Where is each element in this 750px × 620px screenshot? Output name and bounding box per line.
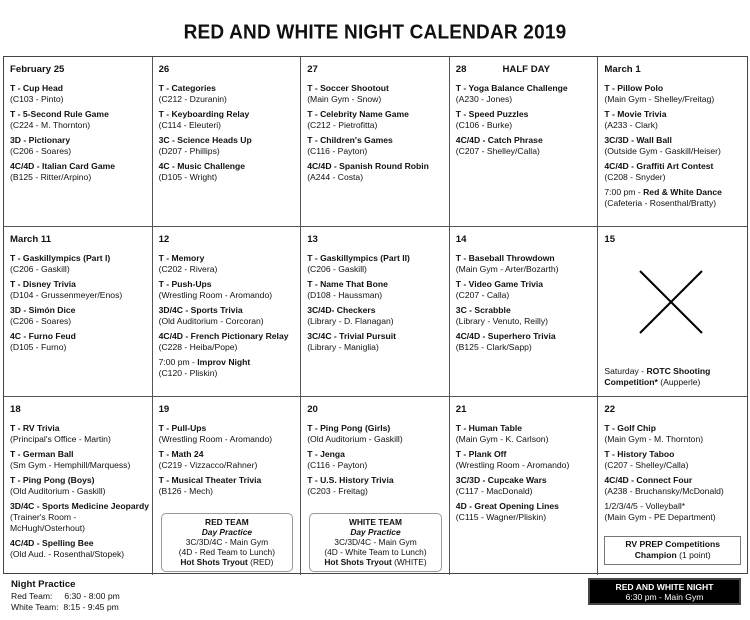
event-location: (B125 - Clark/Sapp) bbox=[455, 342, 532, 352]
event-name: T - Disney Trivia bbox=[10, 279, 76, 289]
event-location: (Old Auditorium - Gaskill) bbox=[10, 486, 106, 496]
night-practice-white: White Team: 8:15 - 9:45 pm bbox=[11, 602, 119, 612]
event-item bbox=[456, 501, 598, 523]
event-location: (Wrestling Room - Aromando) bbox=[455, 460, 570, 470]
event-name: T - Name That Bone bbox=[307, 279, 388, 289]
event-location: (A238 - Bruchansky/McDonald) bbox=[604, 486, 724, 496]
event-name: T - RV Trivia bbox=[10, 423, 60, 433]
event-location: (C203 - Freitag) bbox=[307, 486, 368, 496]
event-name: T - Cup Head bbox=[10, 83, 63, 93]
calendar-day-cell bbox=[301, 397, 450, 575]
event-name: T - Memory bbox=[158, 253, 205, 263]
event-item bbox=[604, 83, 747, 105]
hot-shots-label: Hot Shots Tryout bbox=[180, 557, 248, 567]
event-item bbox=[10, 475, 152, 497]
event-name: T - Ping Pong (Boys) bbox=[10, 475, 95, 485]
event-name: 3C - Scrabble bbox=[455, 305, 511, 315]
event-name: 4C/4D - Superhero Trivia bbox=[455, 331, 556, 341]
event-location: (C206 - Soares) bbox=[10, 146, 72, 156]
event-location: (C212 - Pietrofitta) bbox=[307, 120, 378, 130]
day-date-label: 21 bbox=[455, 404, 467, 415]
event-item bbox=[456, 253, 598, 275]
event-name: T - German Ball bbox=[10, 449, 74, 459]
event-location: (Wrestling Room - Aromando) bbox=[158, 434, 273, 444]
event-location: (D105 - Wright) bbox=[158, 172, 218, 182]
event-name: T - Plank Off bbox=[455, 449, 507, 459]
event-item bbox=[159, 279, 301, 301]
event-location: (C120 - Pliskin) bbox=[158, 368, 218, 378]
event-name: T - Yoga Balance Challenge bbox=[455, 83, 568, 93]
event-item bbox=[10, 331, 152, 353]
calendar-day-cell bbox=[450, 397, 599, 575]
event-name: T - Categories bbox=[158, 83, 216, 93]
day-date bbox=[456, 404, 598, 415]
event-item bbox=[604, 161, 747, 183]
event-location: (Main Gym - K. Carlson) bbox=[455, 434, 549, 444]
event-name: 4C/4D - Catch Phrase bbox=[455, 135, 543, 145]
rv-champion-points: (1 point) bbox=[676, 550, 711, 560]
day-date bbox=[307, 404, 449, 415]
event-item bbox=[307, 253, 449, 275]
event-location: (Sm Gym - Hemphill/Marquess) bbox=[10, 460, 131, 470]
event-item bbox=[456, 109, 598, 131]
event-name: Red & White Dance bbox=[643, 187, 722, 197]
event-item bbox=[307, 109, 449, 131]
event-location: (C228 - Heiba/Pope) bbox=[158, 342, 238, 352]
event-item bbox=[456, 475, 598, 497]
calendar-day-cell bbox=[4, 57, 153, 227]
event-location: (Library - Maniglia) bbox=[307, 342, 379, 352]
event-location: (C206 - Gaskill) bbox=[307, 264, 367, 274]
event-item bbox=[456, 423, 598, 445]
event-location: (C116 - Payton) bbox=[307, 146, 368, 156]
event-name: 3D/4C - Sports Trivia bbox=[158, 305, 243, 315]
event-item bbox=[307, 135, 449, 157]
event-time: 7:00 pm - bbox=[604, 187, 644, 197]
event-item bbox=[159, 475, 301, 497]
event-name: T - Math 24 bbox=[158, 449, 204, 459]
practice-lunch-note: (4D - Red Team to Lunch) bbox=[178, 547, 275, 557]
saturday-name: ROTC Shooting Competition* bbox=[604, 366, 711, 387]
event-item bbox=[10, 253, 152, 275]
event-name: T - Celebrity Name Game bbox=[307, 109, 409, 119]
day-date bbox=[456, 234, 598, 245]
event-location: (Wrestling Room - Aromando) bbox=[158, 290, 273, 300]
day-date-label: 14 bbox=[455, 234, 467, 245]
team-name: RED TEAM bbox=[205, 517, 249, 527]
day-date-label: 13 bbox=[307, 234, 318, 245]
day-date bbox=[307, 64, 449, 75]
rv-champion-label: Champion bbox=[634, 550, 677, 560]
event-location: (Old Auditorium - Gaskill) bbox=[307, 434, 403, 444]
event-name: T - Musical Theater Trivia bbox=[158, 475, 262, 485]
calendar-day-cell bbox=[598, 57, 747, 227]
day-date bbox=[604, 234, 747, 245]
day-date bbox=[159, 64, 301, 75]
day-date bbox=[456, 64, 598, 75]
event-name: 4C/4D - Connect Four bbox=[604, 475, 693, 485]
day-date-label: February 25 bbox=[10, 64, 65, 75]
practice-lunch-note: (4D - White Team to Lunch) bbox=[324, 547, 427, 557]
event-location: (D104 - Grussenmeyer/Enos) bbox=[10, 290, 123, 300]
event-name: 3C - Science Heads Up bbox=[158, 135, 252, 145]
practice-label: Day Practice bbox=[350, 527, 401, 537]
event-name: T - Push-Ups bbox=[158, 279, 212, 289]
event-name: 3C/3D - Wall Ball bbox=[604, 135, 672, 145]
event-location: (C224 - M. Thornton) bbox=[10, 120, 91, 130]
event-name: 4C - Furno Feud bbox=[10, 331, 76, 341]
event-location: (A233 - Clark) bbox=[604, 120, 658, 130]
event-item bbox=[10, 83, 152, 105]
event-item bbox=[159, 305, 301, 327]
event-name: T - Keyboarding Relay bbox=[158, 109, 250, 119]
event-location: (C106 - Burke) bbox=[455, 120, 513, 130]
practice-location: 3C/3D/4C - Main Gym bbox=[185, 537, 269, 547]
day-date-label: March 1 bbox=[604, 64, 641, 75]
event-item bbox=[307, 83, 449, 105]
event-item bbox=[456, 135, 598, 157]
team-name: WHITE TEAM bbox=[348, 517, 403, 527]
event-name: 4C/4D - Graffiti Art Contest bbox=[604, 161, 714, 171]
event-item bbox=[159, 253, 301, 275]
saturday-pre: Saturday - bbox=[604, 366, 647, 376]
day-date-label: 20 bbox=[307, 404, 318, 415]
event-item bbox=[10, 109, 152, 131]
event-name: 4C/4D - Spelling Bee bbox=[10, 538, 94, 548]
day-date-label: 26 bbox=[158, 64, 170, 75]
hot-shots-team: (WHITE) bbox=[391, 557, 427, 567]
night-practice-red: Red Team: 6:30 - 8:00 pm bbox=[11, 591, 120, 601]
event-item bbox=[10, 538, 152, 560]
team-practice-box bbox=[161, 513, 294, 572]
calendar-day-cell bbox=[153, 227, 302, 397]
event-location: (C207 - Shelley/Calla) bbox=[604, 460, 689, 470]
event-item bbox=[456, 331, 598, 353]
event-item bbox=[159, 109, 301, 131]
event-location: (A244 - Costa) bbox=[307, 172, 364, 182]
event-item bbox=[10, 161, 152, 183]
event-name: Improv Night bbox=[197, 357, 251, 367]
event-name: 4C/4D - Spanish Round Robin bbox=[307, 161, 429, 171]
event-item bbox=[159, 423, 301, 445]
event-location: (C207 - Calla) bbox=[455, 290, 510, 300]
event-location: (C115 - Wagner/Pliskin) bbox=[455, 512, 547, 522]
event-location: (C206 - Soares) bbox=[10, 316, 72, 326]
hot-shots-tryout bbox=[164, 557, 291, 567]
event-item bbox=[10, 501, 152, 534]
event-item bbox=[307, 331, 449, 353]
event-name: T - Soccer Shootout bbox=[307, 83, 389, 93]
day-date bbox=[159, 404, 301, 415]
event-name: 3C/4D- Checkers bbox=[307, 305, 376, 315]
hot-shots-label: Hot Shots Tryout bbox=[324, 557, 392, 567]
rv-prep-box bbox=[604, 536, 741, 565]
banner-title: RED AND WHITE NIGHT bbox=[615, 582, 714, 592]
event-location: (Trainer's Room - McHugh/Osterhout) bbox=[10, 512, 85, 533]
cross-out-icon bbox=[636, 267, 706, 337]
event-location: (Old Aud. - Rosenthal/Stopek) bbox=[10, 549, 125, 559]
event-item bbox=[307, 475, 449, 497]
event-location: (D207 - Phillips) bbox=[158, 146, 220, 156]
event-location: (Cafeteria - Rosenthal/Bratty) bbox=[604, 198, 717, 208]
event-item bbox=[10, 279, 152, 301]
event-location: (C219 - Vizzacco/Rahner) bbox=[158, 460, 258, 470]
practice-location: 3C/3D/4C - Main Gym bbox=[334, 537, 417, 547]
event-location: (C206 - Gaskill) bbox=[10, 264, 70, 274]
event-name: T - Gaskillympics (Part I) bbox=[10, 253, 111, 263]
calendar-day-cell bbox=[301, 57, 450, 227]
calendar-day-cell bbox=[598, 397, 747, 575]
practice-label: Day Practice bbox=[201, 527, 253, 537]
day-date-label: 18 bbox=[10, 404, 21, 415]
saturday-loc: (Aupperle) bbox=[657, 377, 701, 387]
event-name: T - History Taboo bbox=[604, 449, 675, 459]
event-location: (B126 - Mech) bbox=[158, 486, 214, 496]
event-location: (A230 - Jones) bbox=[455, 94, 513, 104]
event-name: T - Pillow Polo bbox=[604, 83, 664, 93]
red-white-night-banner bbox=[588, 578, 741, 605]
event-item bbox=[307, 449, 449, 471]
event-item bbox=[159, 161, 301, 183]
event-item bbox=[604, 501, 747, 523]
event-item bbox=[456, 449, 598, 471]
event-name: T - U.S. History Trivia bbox=[307, 475, 394, 485]
event-location: (C207 - Shelley/Calla) bbox=[455, 146, 540, 156]
event-item bbox=[604, 449, 747, 471]
event-item bbox=[159, 357, 301, 379]
day-date-label: 27 bbox=[307, 64, 318, 75]
calendar-day-cell bbox=[598, 227, 747, 397]
event-item bbox=[456, 279, 598, 301]
day-date-label: 15 bbox=[604, 234, 616, 245]
rv-prep-title: RV PREP Competitions bbox=[625, 539, 721, 549]
hot-shots-team: (RED) bbox=[247, 557, 274, 567]
event-location: (D108 - Haussman) bbox=[307, 290, 383, 300]
calendar-day-cell bbox=[4, 397, 153, 575]
day-date bbox=[10, 234, 152, 245]
day-date-label: 12 bbox=[158, 234, 170, 245]
day-date bbox=[10, 404, 152, 415]
banner-time: 6:30 pm - Main Gym bbox=[625, 592, 704, 602]
event-location: (C103 - Pinto) bbox=[10, 94, 64, 104]
event-location: (C117 - MacDonald) bbox=[455, 486, 533, 496]
event-location: (C114 - Eleuteri) bbox=[158, 120, 221, 130]
event-location: (Outside Gym - Gaskill/Heiser) bbox=[604, 146, 721, 156]
event-location: (C208 - Snyder) bbox=[604, 172, 666, 182]
calendar-day-cell bbox=[301, 227, 450, 397]
event-name: T - Baseball Throwdown bbox=[455, 253, 555, 263]
event-name: T - Video Game Trivia bbox=[455, 279, 544, 289]
night-practice bbox=[11, 579, 120, 613]
event-item bbox=[10, 135, 152, 157]
event-location: (Main Gym - M. Thornton) bbox=[604, 434, 704, 444]
event-name: 1/2/3/4/5 - Volleyball* bbox=[604, 501, 686, 511]
event-time: 7:00 pm - bbox=[158, 357, 198, 367]
event-item bbox=[604, 475, 747, 497]
event-location: (D105 - Furno) bbox=[10, 342, 67, 352]
event-item bbox=[604, 135, 747, 157]
day-date-label: March 11 bbox=[10, 234, 52, 245]
event-item bbox=[159, 449, 301, 471]
event-name: 3D - Pictionary bbox=[10, 135, 71, 145]
event-item bbox=[307, 279, 449, 301]
team-practice-box bbox=[309, 513, 442, 572]
event-name: 4C/4D - Italian Card Game bbox=[10, 161, 116, 171]
half-day-note: HALF DAY bbox=[502, 64, 551, 75]
event-name: T - Gaskillympics (Part II) bbox=[307, 253, 410, 263]
event-location: (B125 - Ritter/Arpino) bbox=[10, 172, 92, 182]
event-name: 3D - Simón Dice bbox=[10, 305, 76, 315]
event-item bbox=[159, 331, 301, 353]
event-name: T - Movie Trivia bbox=[604, 109, 667, 119]
event-location: (Main Gym - PE Department) bbox=[604, 512, 716, 522]
event-item bbox=[10, 305, 152, 327]
event-item bbox=[604, 423, 747, 445]
night-practice-heading: Night Practice bbox=[11, 579, 76, 590]
event-location: (Principal's Office - Martin) bbox=[10, 434, 111, 444]
event-location: (C116 - Payton) bbox=[307, 460, 368, 470]
calendar-day-cell bbox=[450, 227, 599, 397]
event-item bbox=[604, 109, 747, 131]
day-date bbox=[159, 234, 301, 245]
event-name: T - Jenga bbox=[307, 449, 345, 459]
event-name: T - Golf Chip bbox=[604, 423, 656, 433]
event-name: T - Children's Games bbox=[307, 135, 393, 145]
event-item bbox=[10, 423, 152, 445]
event-location: (Library - Venuto, Reilly) bbox=[455, 316, 548, 326]
event-location: (Main Gym - Shelley/Freitag) bbox=[604, 94, 715, 104]
event-location: (Main Gym - Arter/Bozarth) bbox=[455, 264, 559, 274]
event-name: 4D - Great Opening Lines bbox=[455, 501, 559, 511]
event-name: 3C/4C - Trivial Pursuit bbox=[307, 331, 397, 341]
event-item bbox=[307, 161, 449, 183]
rv-prep-champion bbox=[607, 550, 738, 561]
event-item bbox=[159, 135, 301, 157]
event-name: 3D/4C - Sports Medicine Jeopardy bbox=[10, 501, 149, 511]
event-name: T - Human Table bbox=[455, 423, 523, 433]
event-location: (Main Gym - Snow) bbox=[307, 94, 382, 104]
event-item bbox=[307, 305, 449, 327]
event-location: (Old Auditorium - Corcoran) bbox=[158, 316, 264, 326]
event-name: 4C - Music Challenge bbox=[158, 161, 246, 171]
event-item bbox=[10, 449, 152, 471]
event-item bbox=[456, 83, 598, 105]
event-name: T - Pull-Ups bbox=[158, 423, 207, 433]
event-location: (C212 - Dzuranin) bbox=[158, 94, 227, 104]
hot-shots-tryout bbox=[312, 557, 439, 567]
event-name: T - Speed Puzzles bbox=[455, 109, 529, 119]
event-location: (C202 - Rivera) bbox=[158, 264, 218, 274]
event-name: 3C/3D - Cupcake Wars bbox=[455, 475, 547, 485]
event-item bbox=[604, 187, 747, 209]
event-name: 4C/4D - French Pictionary Relay bbox=[158, 331, 289, 341]
event-name: T - Ping Pong (Girls) bbox=[307, 423, 391, 433]
day-date-label: 28 bbox=[455, 64, 467, 75]
day-date bbox=[604, 404, 747, 415]
calendar-grid bbox=[3, 56, 748, 574]
page-title: RED AND WHITE NIGHT CALENDAR 2019 bbox=[183, 21, 567, 44]
calendar-day-cell bbox=[153, 397, 302, 575]
calendar-day-cell bbox=[153, 57, 302, 227]
calendar-day-cell bbox=[450, 57, 599, 227]
event-location: (Library - D. Flanagan) bbox=[307, 316, 394, 326]
event-item bbox=[159, 83, 301, 105]
day-date bbox=[604, 64, 747, 75]
day-date bbox=[307, 234, 449, 245]
day-date bbox=[10, 64, 152, 75]
saturday-event bbox=[604, 366, 743, 388]
day-date-label: 22 bbox=[604, 404, 616, 415]
day-date-label: 19 bbox=[158, 404, 170, 415]
calendar-day-cell bbox=[4, 227, 153, 397]
event-item bbox=[456, 305, 598, 327]
event-name: T - 5-Second Rule Game bbox=[10, 109, 109, 119]
event-item bbox=[307, 423, 449, 445]
